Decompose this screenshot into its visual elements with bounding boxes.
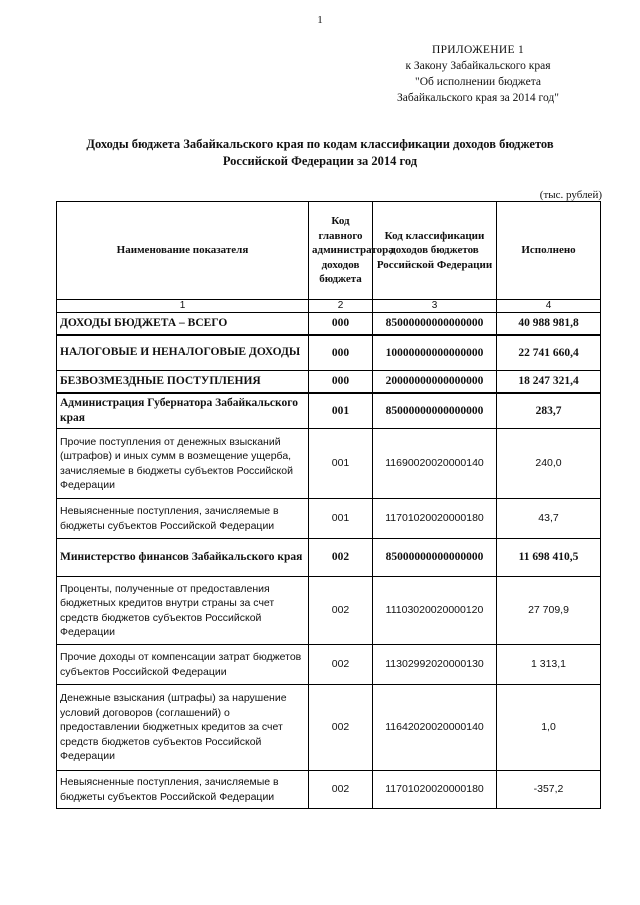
row-classification-code: 85000000000000000	[373, 313, 497, 335]
row-admin-code: 001	[309, 429, 373, 499]
row-classification-code: 85000000000000000	[373, 393, 497, 429]
row-name: Прочие поступления от денежных взысканий (штрафов) и иных сумм в возмещение ущерба, зачисляемые в бюджеты субъектов Российской Федерации	[57, 429, 309, 499]
column-number: 3	[373, 300, 497, 313]
row-name: Министерство финансов Забайкальского края	[57, 539, 309, 577]
row-admin-code: 001	[309, 499, 373, 539]
row-name: Администрация Губернатора Забайкальского края	[57, 393, 309, 429]
table-row	[57, 371, 601, 393]
row-admin-code: 002	[309, 771, 373, 809]
row-classification-code: 11701020020000180	[373, 499, 497, 539]
row-name: Проценты, полученные от предоставления бюджетных кредитов внутри страны за счет средств бюджетов субъектов Российской Федерации	[57, 577, 309, 645]
row-executed: 1,0	[497, 685, 601, 771]
units-label: (тыс. рублей)	[539, 189, 602, 201]
appendix-block	[368, 42, 588, 106]
table-row	[57, 771, 601, 809]
document-title-line-1: Доходы бюджета Забайкальского края по кодам классификации доходов бюджетов	[86, 137, 554, 151]
row-classification-code: 11103020020000120	[373, 577, 497, 645]
row-name: Денежные взыскания (штрафы) за нарушение условий договоров (соглашений) о предоставлении бюджетных кредитов за счет средств бюджетов субъектов Российской Федерации	[57, 685, 309, 771]
row-classification-code: 11701020020000180	[373, 771, 497, 809]
row-executed: 43,7	[497, 499, 601, 539]
column-number: 2	[309, 300, 373, 313]
row-admin-code: 001	[309, 393, 373, 429]
column-number: 4	[497, 300, 601, 313]
row-executed: -357,2	[497, 771, 601, 809]
column-number: 1	[57, 300, 309, 313]
row-admin-code: 002	[309, 577, 373, 645]
row-executed: 27 709,9	[497, 577, 601, 645]
row-executed: 40 988 981,8	[497, 313, 601, 335]
table-row	[57, 335, 601, 371]
row-executed: 18 247 321,4	[497, 371, 601, 393]
row-name: БЕЗВОЗМЕЗДНЫЕ ПОСТУПЛЕНИЯ	[57, 371, 309, 393]
row-executed: 11 698 410,5	[497, 539, 601, 577]
revenue-table	[56, 201, 601, 809]
row-name: НАЛОГОВЫЕ И НЕНАЛОГОВЫЕ ДОХОДЫ	[57, 335, 309, 371]
table-row	[57, 499, 601, 539]
row-classification-code: 11302992020000130	[373, 645, 497, 685]
document-title-line-2: Российской Федерации за 2014 год	[222, 154, 418, 168]
row-classification-code: 11690020020000140	[373, 429, 497, 499]
row-executed: 1 313,1	[497, 645, 601, 685]
table-row	[57, 429, 601, 499]
table-row	[57, 313, 601, 335]
document-title	[40, 136, 600, 170]
table-row	[57, 393, 601, 429]
row-name: Невыясненные поступления, зачисляемые в бюджеты субъектов Российской Федерации	[57, 499, 309, 539]
row-name: ДОХОДЫ БЮДЖЕТА – ВСЕГО	[57, 313, 309, 335]
row-executed: 283,7	[497, 393, 601, 429]
row-classification-code: 10000000000000000	[373, 335, 497, 371]
appendix-line-2: "Об исполнении бюджета	[415, 76, 541, 88]
table-row	[57, 577, 601, 645]
row-admin-code: 002	[309, 685, 373, 771]
row-admin-code: 002	[309, 645, 373, 685]
row-admin-code: 000	[309, 335, 373, 371]
row-executed: 22 741 660,4	[497, 335, 601, 371]
appendix-line-3: Забайкальского края за 2014 год"	[397, 92, 559, 104]
header-row	[57, 202, 601, 300]
page-number: 1	[317, 14, 323, 26]
row-name: Невыясненные поступления, зачисляемые в бюджеты субъектов Российской Федерации	[57, 771, 309, 809]
row-name: Прочие доходы от компенсации затрат бюджетов субъектов Российской Федерации	[57, 645, 309, 685]
table-row	[57, 685, 601, 771]
header-admin-code: Код главного администратора доходов бюджета	[309, 202, 373, 300]
row-admin-code: 002	[309, 539, 373, 577]
row-classification-code: 20000000000000000	[373, 371, 497, 393]
row-admin-code: 000	[309, 313, 373, 335]
column-number-row	[57, 300, 601, 313]
row-admin-code: 000	[309, 371, 373, 393]
table-row	[57, 645, 601, 685]
appendix-title: ПРИЛОЖЕНИЕ 1	[431, 44, 524, 56]
row-classification-code: 11642020020000140	[373, 685, 497, 771]
row-executed: 240,0	[497, 429, 601, 499]
header-classification-code: Код классификации доходов бюджетов Российской Федерации	[373, 202, 497, 300]
row-classification-code: 85000000000000000	[373, 539, 497, 577]
appendix-line-1: к Закону Забайкальского края	[405, 60, 551, 72]
table-row	[57, 539, 601, 577]
header-name: Наименование показателя	[57, 202, 309, 300]
header-executed: Исполнено	[497, 202, 601, 300]
